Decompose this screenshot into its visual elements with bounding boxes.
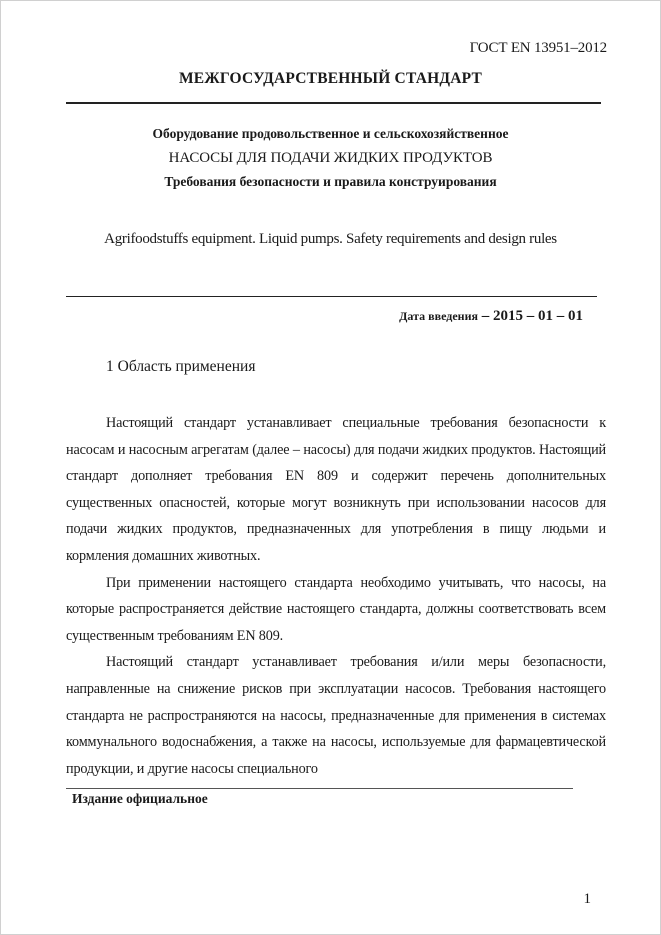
gost-code: ГОСТ EN 13951–2012 [469, 40, 607, 56]
title-english: Agrifoodstuffs equipment. Liquid pumps. Safety requirements and design rules [104, 231, 557, 247]
title-main: НАСОСЫ ДЛЯ ПОДАЧИ ЖИДКИХ ПРОДУКТОВ [168, 150, 493, 166]
introduction-date-label: Дата введения [399, 309, 478, 323]
body-paragraph: Настоящий стандарт устанавливает требования и/или меры безопасности, направленные на снижение рисков при эксплуатации насосов. Требования настоящего стандарта не распространяются на насосы, предназначенные для применения в системах коммунального водоснабжения, а также на насосы, используемые для фармацевтической продукции, и другие насосы специального [66, 654, 606, 777]
section-body [66, 410, 606, 782]
footnote-divider [66, 788, 573, 789]
page-number: 1 [583, 891, 591, 907]
body-paragraph: Настоящий стандарт устанавливает специальные требования безопасности к насосам и насосным агрегатам (далее – насосы) для подачи жидких продуктов. Настоящий стандарт дополняет требования EN 809 и содержит перечень дополнительных существенных опасностей, которые могут возникнуть при использовании насосов для подачи жидких продуктов, предназначенных для употребления в пищу людьми и кормления домашних животных. [66, 415, 606, 564]
title-category: Оборудование продовольственное и сельскохозяйственное [152, 126, 509, 141]
title-subtitle: Требования безопасности и правила конструирования [164, 174, 497, 189]
introduction-date-value: – 2015 – 01 – 01 [478, 308, 583, 324]
header-divider [66, 102, 601, 104]
body-paragraph: При применении настоящего стандарта необходимо учитывать, что насосы, на которые распространяется действие настоящего стандарта, должны соответствовать всем существенным требованиям EN 809. [66, 574, 606, 644]
title-block [0, 124, 661, 192]
title-divider [66, 296, 597, 297]
edition-note: Издание официальное [72, 791, 208, 806]
introduction-date [399, 308, 583, 325]
standard-type-heading: МЕЖГОСУДАРСТВЕННЫЙ СТАНДАРТ [178, 70, 483, 87]
section-heading: 1 Область применения [106, 358, 256, 375]
